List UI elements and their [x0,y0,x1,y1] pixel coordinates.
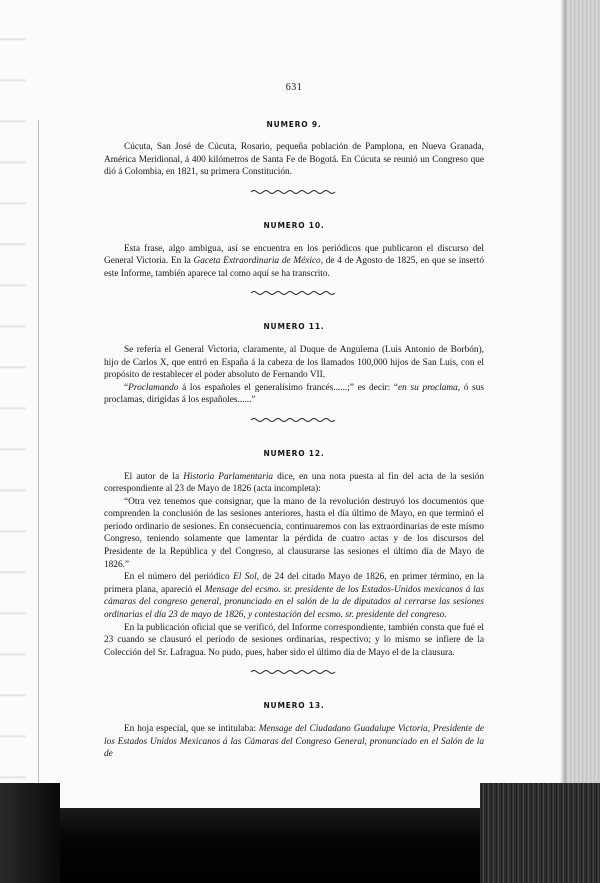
note-10 [104,220,484,280]
italic-text: Proclamando [128,382,179,393]
text-run: En el número del periódico [124,572,234,583]
note-heading: NUMERO 13. [263,701,325,711]
note-paragraph [104,243,484,281]
note-heading: NUMERO 10. [263,220,325,230]
note-paragraph: Cúcuta, San José de Cúcuta, Rosario, pequeña población de Pamplona, en Nueva Granada, América Meridional, á 400 kilómetros de Santa Fe de Bogotá. En Cúcuta se reunió un Congreso que dió á Colombia, en 1821, su primera Constitución. [104,142,484,178]
note-paragraph [104,471,484,496]
note-13 [104,700,484,760]
page-number: 631 [285,82,303,93]
italic-text: en su proclama, [398,382,461,393]
text-run: En hoja especial, que se intitulaba: [124,724,259,734]
note-12 [104,448,484,660]
scan-right-edge [566,0,600,883]
wavy-divider [249,188,339,196]
note-quote: “Otra vez tenemos que consignar, que la mano de la revolución destruyó los documentos que comprenden la conclusión de las sesiones anteriores, hasta el día último de Mayo, en que terminó el período ordinario de sesiones. En consecuencia, continuaremos con las extraordinarias de este mismo Congreso, teniendo solamente que lamentar la pérdida de cuatro actas y de los discursos del Presidente de la República y del Congreso, al clausurarse las sesiones el último día de Mayo de 1826.” [104,496,484,570]
note-paragraph [104,723,484,761]
italic-title: Historia Parlamentaria [183,471,274,482]
scan-left-edge [0,0,26,883]
wavy-divider [249,289,339,297]
document-page [104,82,484,761]
wavy-divider [249,416,339,424]
note-11 [104,321,484,407]
text-run: á los españoles el generalísimo francés......;” es decir: “ [178,382,399,393]
text-run: Esta frase, algo ambigua, así se encuentra en los periódicos que publicaron el discurso del General Victoria. En la [104,243,484,267]
scan-right-shadow [560,0,566,883]
note-heading: NUMERO 9. [266,119,322,129]
text-run: de 4 de Agosto de 1825, en que se insertó este Informe, también aparece tal como aquí se ha transcrito. [104,256,485,279]
note-paragraph: En la publicación oficial que se verificó, del Informe correspondiente, también consta que fué el 23 cuando se clausuró el período de sesiones ordinarias, respectivo; y lo mismo se infiere de la Colección del Sr. Lafragua. No pudo, pues, haber sido el último día de Mayo el de la clausura. [104,622,484,658]
text-run: “ [124,382,129,393]
wavy-divider [249,668,339,676]
italic-title: Mensage del ecsmo. sr. presidente de los Estados-Unidos mexicanos á las cámaras del congreso general, pronunciado en el salón de la de diputados al cerrarse las sesiones ordinarias el día 23 de mayo de 1826, y contestación del ecsmo. sr. presidente del congreso. [104,584,484,621]
text-run: ó sus proclamas, dirigidas á los españoles......” [104,382,484,406]
note-heading: NUMERO 12. [263,448,325,458]
italic-title: El Sol, [233,572,259,583]
italic-title: Gaceta Extraordinaria de México, [193,256,324,267]
scan-bottom-left [0,783,60,883]
note-paragraph: Se refería el General Victoria, claramente, al Duque de Angulema (Luis Antonio de Borbón), hijo de Carlos X, que entró en España á la cabeza de los llamados 100,000 hijos de San Luis, con el propósito de restablecer el poder absoluto de Fernando VII. [104,344,484,381]
note-paragraph [104,571,484,621]
scan-bottom-right [480,783,600,883]
note-heading: NUMERO 11. [263,322,325,332]
text-run: dice, en una nota puesta al fin del acta de la sesión correspondiente al 23 de Mayo de 1826 (acta incompleta): [104,471,484,495]
text-run: de 24 del citado Mayo de 1826, en primer término, en la primera plana, apareció el [104,572,484,595]
text-run: El autor de la [124,471,184,482]
note-paragraph [104,382,484,407]
italic-title: Mensage del Ciudadano Guadalupe Victoria, Presidente de los Estados Unidos Mexicanos á las Cámaras del Congreso General, pronunciado en el Salón de la de [104,724,485,760]
scan-left-line [38,120,39,810]
note-9 [104,119,484,179]
